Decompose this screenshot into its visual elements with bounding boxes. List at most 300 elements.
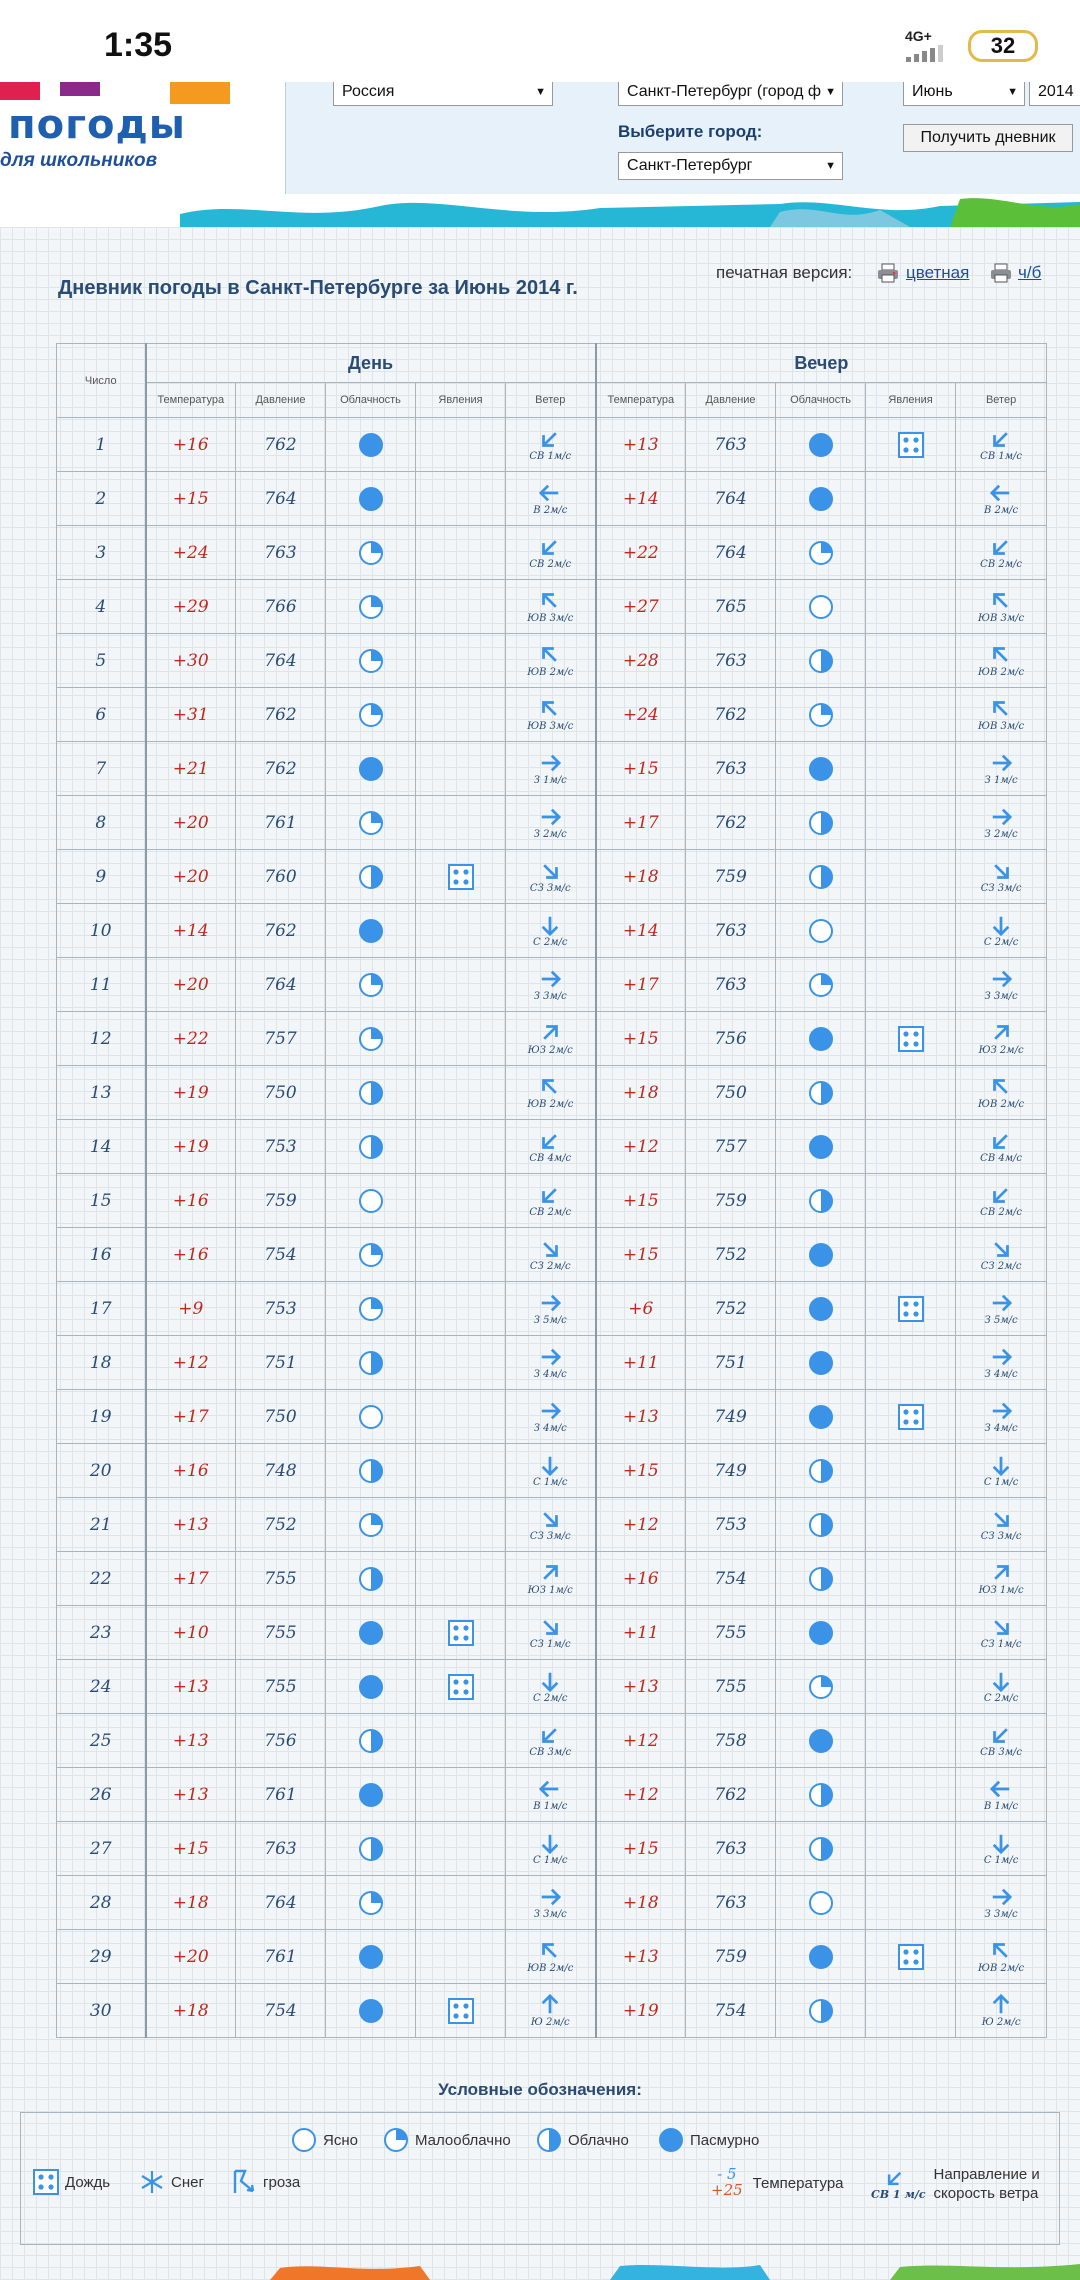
day-wind bbox=[506, 526, 596, 580]
cloud-overcast-icon bbox=[358, 1944, 384, 1970]
wind-arrow-icon bbox=[989, 860, 1013, 882]
evening-temperature: +15 bbox=[596, 742, 686, 796]
day-pressure: 763 bbox=[236, 526, 326, 580]
wind-arrow-icon bbox=[538, 1076, 562, 1098]
logo[interactable]: погоды bbox=[8, 102, 186, 148]
wind-value: З 3м/с bbox=[984, 990, 1018, 1002]
cloud-cloudy-icon bbox=[358, 1728, 384, 1754]
evening-phenomena bbox=[866, 1984, 956, 2038]
day-number: 11 bbox=[57, 958, 146, 1012]
cloud-cloudy-icon bbox=[536, 2127, 562, 2153]
table-row bbox=[57, 904, 1047, 958]
evening-pressure: 753 bbox=[686, 1498, 776, 1552]
table-row bbox=[57, 526, 1047, 580]
wind-arrow-icon bbox=[538, 1346, 562, 1368]
evening-cloudiness bbox=[776, 1174, 866, 1228]
day-temperature: +31 bbox=[146, 688, 236, 742]
evening-wind bbox=[956, 1066, 1047, 1120]
wind-arrow-icon bbox=[538, 698, 562, 720]
day-cloudiness bbox=[326, 1984, 416, 2038]
evening-phenomena bbox=[866, 1336, 956, 1390]
evening-wind bbox=[956, 1660, 1047, 1714]
evening-phenomena bbox=[866, 1390, 956, 1444]
table-row bbox=[57, 472, 1047, 526]
cloud-overcast-icon bbox=[808, 1134, 834, 1160]
cloud-cloudy-icon bbox=[808, 810, 834, 836]
evening-cloudiness bbox=[776, 1768, 866, 1822]
evening-wind bbox=[956, 472, 1047, 526]
wind-arrow-icon bbox=[538, 1940, 562, 1962]
day-number: 14 bbox=[57, 1120, 146, 1174]
cloud-overcast-icon bbox=[358, 1674, 384, 1700]
day-pressure: 762 bbox=[236, 688, 326, 742]
day-wind bbox=[506, 1930, 596, 1984]
day-temperature: +22 bbox=[146, 1012, 236, 1066]
evening-cloudiness bbox=[776, 1390, 866, 1444]
cloud-cloudy-icon bbox=[808, 1782, 834, 1808]
print-version-label: печатная версия: bbox=[716, 263, 853, 282]
wind-arrow-icon bbox=[989, 590, 1013, 612]
evening-temperature: +17 bbox=[596, 958, 686, 1012]
print-color-link[interactable]: цветная bbox=[906, 263, 970, 282]
evening-cloudiness bbox=[776, 1228, 866, 1282]
cloud-partly-icon bbox=[383, 2127, 409, 2153]
cloud-overcast-icon bbox=[808, 1026, 834, 1052]
wind-arrow-icon bbox=[989, 914, 1013, 936]
table-row bbox=[57, 1984, 1047, 2038]
evening-pressure: 751 bbox=[686, 1336, 776, 1390]
evening-pressure: 754 bbox=[686, 1984, 776, 2038]
day-pressure: 755 bbox=[236, 1660, 326, 1714]
day-phenomena bbox=[416, 1174, 506, 1228]
table-row bbox=[57, 1336, 1047, 1390]
day-temperature: +30 bbox=[146, 634, 236, 688]
cloud-overcast-icon bbox=[808, 486, 834, 512]
evening-phenomena bbox=[866, 526, 956, 580]
day-cloudiness bbox=[326, 1768, 416, 1822]
legend-rain: Дождь bbox=[33, 2169, 110, 2195]
day-number: 12 bbox=[57, 1012, 146, 1066]
wind-value: ЮВ 3м/с bbox=[978, 612, 1025, 624]
cloud-cloudy-icon bbox=[808, 648, 834, 674]
evening-pressure: 762 bbox=[686, 796, 776, 850]
evening-pressure: 763 bbox=[686, 1822, 776, 1876]
evening-wind bbox=[956, 1444, 1047, 1498]
evening-cloudiness bbox=[776, 850, 866, 904]
cloud-partly-icon bbox=[808, 1674, 834, 1700]
wind-value: СЗ 3м/с bbox=[529, 1530, 571, 1542]
evening-phenomena bbox=[866, 1498, 956, 1552]
evening-cloudiness bbox=[776, 1120, 866, 1174]
evening-cloudiness bbox=[776, 1552, 866, 1606]
clock: 1:35 bbox=[104, 26, 173, 64]
wind-value: З 5м/с bbox=[533, 1314, 567, 1326]
evening-wind bbox=[956, 1930, 1047, 1984]
evening-pressure: 759 bbox=[686, 850, 776, 904]
day-cloudiness bbox=[326, 1228, 416, 1282]
wind-value: З 1м/с bbox=[533, 774, 567, 786]
col-wind-header: Ветер bbox=[506, 383, 596, 418]
day-number: 20 bbox=[57, 1444, 146, 1498]
day-pressure: 753 bbox=[236, 1120, 326, 1174]
evening-cloudiness bbox=[776, 526, 866, 580]
wind-arrow-icon bbox=[538, 1778, 562, 1800]
temp-sample-warm: +25 bbox=[711, 2181, 743, 2199]
day-phenomena bbox=[416, 1444, 506, 1498]
cloud-overcast-icon bbox=[358, 1998, 384, 2024]
day-pressure: 752 bbox=[236, 1498, 326, 1552]
day-phenomena bbox=[416, 1660, 506, 1714]
evening-pressure: 765 bbox=[686, 580, 776, 634]
evening-temperature: +27 bbox=[596, 580, 686, 634]
day-wind bbox=[506, 688, 596, 742]
evening-wind bbox=[956, 1822, 1047, 1876]
evening-phenomena bbox=[866, 1768, 956, 1822]
day-number: 29 bbox=[57, 1930, 146, 1984]
wind-arrow-icon bbox=[538, 1562, 562, 1584]
wind-arrow-icon bbox=[538, 1400, 562, 1422]
table-row bbox=[57, 1066, 1047, 1120]
wind-arrow-icon bbox=[538, 914, 562, 936]
day-pressure: 762 bbox=[236, 418, 326, 472]
day-cloudiness bbox=[326, 1444, 416, 1498]
evening-pressure: 749 bbox=[686, 1390, 776, 1444]
logo-subtitle: для школьников bbox=[0, 150, 158, 171]
cloud-cloudy-icon bbox=[808, 1998, 834, 2024]
selection-form bbox=[285, 82, 1080, 194]
evening-cloudiness bbox=[776, 1606, 866, 1660]
day-wind bbox=[506, 958, 596, 1012]
wind-value: СЗ 3м/с bbox=[529, 882, 571, 894]
day-phenomena bbox=[416, 1606, 506, 1660]
cloud-overcast-icon bbox=[808, 1350, 834, 1376]
wind-arrow-icon bbox=[989, 698, 1013, 720]
wind-value: З 1м/с bbox=[984, 774, 1018, 786]
cloud-clear-icon bbox=[358, 1188, 384, 1214]
table-row bbox=[57, 1498, 1047, 1552]
table-row bbox=[57, 850, 1047, 904]
col-phenomena-header: Явления bbox=[866, 383, 956, 418]
wind-value: СВ 1м/с bbox=[980, 450, 1022, 462]
day-temperature: +15 bbox=[146, 472, 236, 526]
day-wind bbox=[506, 634, 596, 688]
group-day-header: День bbox=[146, 344, 596, 383]
day-phenomena bbox=[416, 1336, 506, 1390]
day-pressure: 766 bbox=[236, 580, 326, 634]
day-temperature: +20 bbox=[146, 1930, 236, 1984]
day-pressure: 757 bbox=[236, 1012, 326, 1066]
day-phenomena bbox=[416, 796, 506, 850]
wind-value: В 2м/с bbox=[984, 504, 1019, 516]
print-bw-link[interactable]: ч/б bbox=[1018, 263, 1042, 282]
evening-temperature: +18 bbox=[596, 850, 686, 904]
table-row bbox=[57, 742, 1047, 796]
wind-value: З 4м/с bbox=[984, 1368, 1018, 1380]
day-wind bbox=[506, 1390, 596, 1444]
wind-arrow-icon bbox=[989, 1832, 1013, 1854]
wind-value: З 2м/с bbox=[984, 828, 1018, 840]
wind-arrow-icon bbox=[538, 1508, 562, 1530]
wind-value: СВ 4м/с bbox=[529, 1152, 572, 1164]
rain-icon bbox=[898, 432, 924, 458]
cloud-overcast-icon bbox=[808, 1944, 834, 1970]
day-cloudiness bbox=[326, 1066, 416, 1120]
day-phenomena bbox=[416, 1876, 506, 1930]
day-number: 26 bbox=[57, 1768, 146, 1822]
day-wind bbox=[506, 1714, 596, 1768]
evening-pressure: 749 bbox=[686, 1444, 776, 1498]
evening-phenomena bbox=[866, 1822, 956, 1876]
day-cloudiness bbox=[326, 1498, 416, 1552]
day-phenomena bbox=[416, 742, 506, 796]
evening-wind bbox=[956, 418, 1047, 472]
table-row bbox=[57, 1714, 1047, 1768]
day-cloudiness bbox=[326, 418, 416, 472]
cloud-partly-icon bbox=[808, 702, 834, 728]
wind-value: З 2м/с bbox=[533, 828, 567, 840]
wind-value: СВ 4м/с bbox=[980, 1152, 1022, 1164]
day-wind bbox=[506, 1498, 596, 1552]
day-wind bbox=[506, 796, 596, 850]
day-cloudiness bbox=[326, 1606, 416, 1660]
wind-arrow-icon bbox=[538, 860, 562, 882]
evening-pressure: 762 bbox=[686, 1768, 776, 1822]
day-temperature: +17 bbox=[146, 1390, 236, 1444]
cloud-cloudy-icon bbox=[358, 1350, 384, 1376]
day-cloudiness bbox=[326, 904, 416, 958]
day-number: 7 bbox=[57, 742, 146, 796]
wind-arrow-icon bbox=[989, 752, 1013, 774]
day-wind bbox=[506, 418, 596, 472]
wind-value: З 4м/с bbox=[533, 1422, 567, 1434]
evening-temperature: +22 bbox=[596, 526, 686, 580]
cloud-partly-icon bbox=[358, 702, 384, 728]
wind-arrow-icon bbox=[989, 1292, 1013, 1314]
wind-arrow-icon bbox=[538, 1832, 562, 1854]
table-row bbox=[57, 1822, 1047, 1876]
wind-value: Ю 2м/с bbox=[981, 2016, 1021, 2028]
evening-cloudiness bbox=[776, 634, 866, 688]
evening-pressure: 757 bbox=[686, 1120, 776, 1174]
evening-pressure: 763 bbox=[686, 904, 776, 958]
day-phenomena bbox=[416, 1552, 506, 1606]
cloud-overcast-icon bbox=[808, 1728, 834, 1754]
day-wind bbox=[506, 1660, 596, 1714]
day-pressure: 764 bbox=[236, 472, 326, 526]
wind-value: З 3м/с bbox=[984, 1908, 1018, 1920]
wind-arrow-icon bbox=[989, 1940, 1013, 1962]
country-select[interactable]: Россия ▼ bbox=[333, 82, 553, 106]
evening-pressure: 763 bbox=[686, 634, 776, 688]
year-select[interactable]: 2014 bbox=[1029, 82, 1080, 106]
evening-temperature: +16 bbox=[596, 1552, 686, 1606]
evening-wind bbox=[956, 1012, 1047, 1066]
evening-phenomena bbox=[866, 418, 956, 472]
day-temperature: +19 bbox=[146, 1066, 236, 1120]
evening-wind bbox=[956, 1282, 1047, 1336]
col-temp-header: Температура bbox=[146, 383, 236, 418]
day-number: 19 bbox=[57, 1390, 146, 1444]
evening-wind bbox=[956, 958, 1047, 1012]
evening-pressure: 754 bbox=[686, 1552, 776, 1606]
day-cloudiness bbox=[326, 1120, 416, 1174]
wind-arrow-icon bbox=[989, 806, 1013, 828]
wind-value: СЗ 3м/с bbox=[980, 882, 1022, 894]
wind-value: СВ 3м/с bbox=[980, 1746, 1022, 1758]
wind-value: СВ 3м/с bbox=[529, 1746, 572, 1758]
day-wind bbox=[506, 1120, 596, 1174]
legend-overcast: Пасмурно bbox=[658, 2127, 759, 2153]
table-row bbox=[57, 580, 1047, 634]
wind-value: СЗ 1м/с bbox=[980, 1638, 1022, 1650]
day-pressure: 756 bbox=[236, 1714, 326, 1768]
evening-temperature: +12 bbox=[596, 1498, 686, 1552]
wind-value: СВ 1м/с bbox=[529, 450, 572, 462]
city-label: Выберите город: bbox=[618, 122, 763, 141]
day-phenomena bbox=[416, 1822, 506, 1876]
wind-value: С 1м/с bbox=[983, 1476, 1019, 1488]
day-phenomena bbox=[416, 1066, 506, 1120]
cloud-overcast-icon bbox=[358, 756, 384, 782]
cloud-clear-icon bbox=[291, 2127, 317, 2153]
rain-icon bbox=[448, 1674, 474, 1700]
wind-value: З 3м/с bbox=[533, 1908, 567, 1920]
wind-arrow-icon bbox=[989, 1616, 1013, 1638]
cloud-partly-icon bbox=[358, 1242, 384, 1268]
wind-arrow-icon bbox=[538, 482, 562, 504]
rain-icon bbox=[448, 1998, 474, 2024]
battery-icon: 32 bbox=[968, 30, 1038, 62]
day-pressure: 750 bbox=[236, 1390, 326, 1444]
region-select[interactable]: Санкт-Петербург (город ф ▼ bbox=[618, 82, 843, 106]
evening-pressure: 755 bbox=[686, 1606, 776, 1660]
evening-cloudiness bbox=[776, 688, 866, 742]
evening-pressure: 763 bbox=[686, 742, 776, 796]
evening-temperature: +12 bbox=[596, 1714, 686, 1768]
day-pressure: 755 bbox=[236, 1606, 326, 1660]
evening-cloudiness bbox=[776, 1498, 866, 1552]
col-phenomena-header: Явления bbox=[416, 383, 506, 418]
day-cloudiness bbox=[326, 526, 416, 580]
table-row bbox=[57, 1930, 1047, 1984]
evening-wind bbox=[956, 1228, 1047, 1282]
wind-arrow-icon bbox=[989, 428, 1013, 450]
wind-value: З 4м/с bbox=[533, 1368, 567, 1380]
evening-temperature: +15 bbox=[596, 1822, 686, 1876]
day-phenomena bbox=[416, 1984, 506, 2038]
evening-phenomena bbox=[866, 580, 956, 634]
cloud-clear-icon bbox=[808, 594, 834, 620]
evening-wind bbox=[956, 1552, 1047, 1606]
wind-value: С 2м/с bbox=[533, 1692, 568, 1704]
day-number: 1 bbox=[57, 418, 146, 472]
legend-partly: Малооблачно bbox=[383, 2127, 511, 2153]
day-number: 16 bbox=[57, 1228, 146, 1282]
cloud-cloudy-icon bbox=[358, 1458, 384, 1484]
wind-value: В 1м/с bbox=[533, 1800, 568, 1812]
evening-pressure: 759 bbox=[686, 1174, 776, 1228]
day-phenomena bbox=[416, 850, 506, 904]
city-select[interactable]: Санкт-Петербург ▼ bbox=[618, 152, 843, 180]
wind-arrow-icon bbox=[989, 1886, 1013, 1908]
wind-value: СВ 2м/с bbox=[980, 558, 1022, 570]
month-select[interactable]: Июнь ▼ bbox=[903, 82, 1025, 106]
wind-value: ЮЗ 2м/с bbox=[978, 1044, 1024, 1056]
evening-cloudiness bbox=[776, 418, 866, 472]
printer-icon[interactable] bbox=[877, 263, 899, 283]
day-number: 6 bbox=[57, 688, 146, 742]
wind-value: ЮЗ 1м/с bbox=[978, 1584, 1024, 1596]
day-number: 9 bbox=[57, 850, 146, 904]
wind-value: С 1м/с bbox=[533, 1476, 568, 1488]
day-phenomena bbox=[416, 418, 506, 472]
evening-phenomena bbox=[866, 634, 956, 688]
evening-wind bbox=[956, 1768, 1047, 1822]
evening-pressure: 763 bbox=[686, 958, 776, 1012]
evening-pressure: 755 bbox=[686, 1660, 776, 1714]
evening-cloudiness bbox=[776, 472, 866, 526]
wind-arrow-icon bbox=[989, 536, 1013, 558]
evening-phenomena bbox=[866, 1282, 956, 1336]
day-phenomena bbox=[416, 688, 506, 742]
rain-icon bbox=[898, 1296, 924, 1322]
evening-pressure: 764 bbox=[686, 472, 776, 526]
day-temperature: +13 bbox=[146, 1498, 236, 1552]
day-pressure: 761 bbox=[236, 1768, 326, 1822]
wind-value: ЮВ 2м/с bbox=[978, 666, 1025, 678]
day-phenomena bbox=[416, 1768, 506, 1822]
day-phenomena bbox=[416, 472, 506, 526]
col-wind-header: Ветер bbox=[956, 383, 1047, 418]
evening-phenomena bbox=[866, 1552, 956, 1606]
day-number: 28 bbox=[57, 1876, 146, 1930]
wind-arrow-icon bbox=[538, 1886, 562, 1908]
day-temperature: +14 bbox=[146, 904, 236, 958]
table-row bbox=[57, 634, 1047, 688]
rain-icon bbox=[33, 2169, 59, 2195]
evening-phenomena bbox=[866, 472, 956, 526]
evening-wind bbox=[956, 634, 1047, 688]
printer-bw-icon[interactable] bbox=[990, 263, 1012, 283]
day-wind bbox=[506, 1336, 596, 1390]
wind-value: СЗ 1м/с bbox=[529, 1638, 571, 1650]
day-wind bbox=[506, 1768, 596, 1822]
evening-pressure: 750 bbox=[686, 1066, 776, 1120]
day-wind bbox=[506, 1822, 596, 1876]
day-temperature: +15 bbox=[146, 1822, 236, 1876]
wind-arrow-icon bbox=[989, 1400, 1013, 1422]
evening-temperature: +11 bbox=[596, 1606, 686, 1660]
day-wind bbox=[506, 742, 596, 796]
wind-value: С 2м/с bbox=[983, 1692, 1019, 1704]
evening-temperature: +13 bbox=[596, 1390, 686, 1444]
evening-pressure: 752 bbox=[686, 1228, 776, 1282]
page-title: Дневник погоды в Санкт-Петербурге за Июнь 2014 г. bbox=[58, 277, 578, 299]
evening-wind bbox=[956, 1606, 1047, 1660]
day-wind bbox=[506, 850, 596, 904]
wind-value: СВ 2м/с bbox=[529, 558, 572, 570]
day-phenomena bbox=[416, 1282, 506, 1336]
legend-wind: СВ 1 м/с Направление и скорость ветра bbox=[871, 2166, 1040, 2202]
get-diary-button[interactable]: Получить дневник bbox=[903, 124, 1073, 152]
day-temperature: +16 bbox=[146, 1228, 236, 1282]
table-row bbox=[57, 1012, 1047, 1066]
evening-cloudiness bbox=[776, 1336, 866, 1390]
evening-temperature: +12 bbox=[596, 1768, 686, 1822]
day-phenomena bbox=[416, 1498, 506, 1552]
rain-icon bbox=[448, 1620, 474, 1646]
table-row bbox=[57, 1606, 1047, 1660]
